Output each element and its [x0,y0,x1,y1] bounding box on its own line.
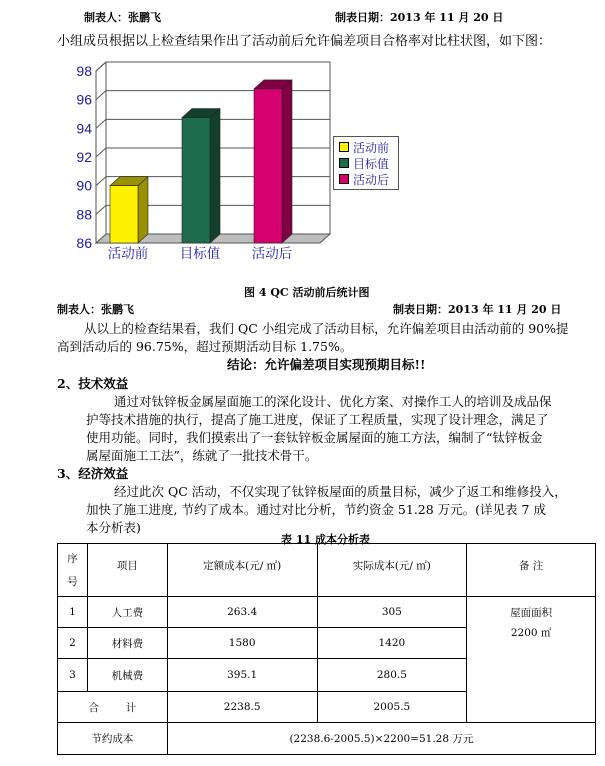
paragraph-line: 使用功能。同时，我们摸索出了一套钛锌板金属屋面的施工方法，编制了“钛锌板金 [86,430,543,445]
y-tick-label: 96 [76,91,92,108]
cell-actual: 305 [317,597,467,628]
figure-caption: 图 4 QC 活动前后统计图 [244,286,370,299]
cell-actual: 1420 [317,628,467,659]
legend-swatch [339,174,349,184]
paragraph-line: 本分析表) [86,520,141,535]
cell-total-quota: 2238.5 [167,692,317,723]
note-line2: 2200 ㎡ [510,627,552,639]
bar-side [210,109,220,243]
paragraph-line: 从以上的检查结果看，我们 QC 小组完成了活动目标，允许偏差项目由活动前的 90%提 [84,321,569,336]
bar [110,177,148,243]
paragraph-line: 护等技术措施的执行，提高了施工进度，保证了工程质量，实现了设计理念，满足了 [86,412,549,427]
cell-quota: 395.1 [167,659,317,692]
cell-item: 材料费 [87,628,167,659]
table-date-label: 制表日期：2013 年 11 月 20 日 [335,11,504,24]
header-note: 备 注 [467,544,596,597]
x-tick-label: 活动前 [107,246,149,262]
header-quota-cost: 定额成本(元/ ㎡) [167,544,317,597]
cell-item: 机械费 [87,659,167,692]
legend-label: 目标值 [353,156,390,171]
cell-saving-value: (2238.6-2005.5)×2200=51.28 万元 [167,723,595,755]
conclusion-text: 结论：允许偏差项目实现预期目标!! [227,357,426,372]
intro-paragraph: 小组成员根据以上检查结果作出了活动前后允许偏差项目合格率对比柱状图，如下图： [57,34,552,49]
bar [254,80,292,243]
header-actual-cost: 实际成本(元/ ㎡) [317,544,467,597]
gridline [96,177,106,186]
bar-side [282,80,292,243]
table-caption: 表 11 成本分析表 [281,533,370,546]
header-no-line1: 序 [67,553,78,565]
table-row [58,597,596,628]
cell-no: 3 [58,659,88,692]
table-saving-row [58,723,596,755]
x-tick-label: 活动后 [251,246,293,262]
table-date-label: 制表日期：2013 年 11 月 20 日 [393,303,562,316]
bar-front [182,118,210,243]
y-tick-label: 94 [76,120,92,137]
gridline [96,119,106,128]
cell-total-label: 合 计 [58,692,168,723]
table-maker-label: 制表人：张鹏飞 [84,11,161,24]
gridline [96,62,106,71]
cell-note [467,597,596,723]
y-tick-label: 90 [76,177,92,194]
legend-item [339,172,389,186]
cell-no: 1 [58,597,88,628]
gridline [96,205,106,214]
table-maker-label: 制表人：张鹏飞 [57,303,134,316]
cell-item: 人工费 [87,597,167,628]
x-tick-label: 目标值 [179,246,221,262]
y-tick-label: 88 [76,206,92,223]
bar-chart [72,54,342,264]
legend-label: 活动前 [353,140,390,155]
note-line1: 屋面面积 [510,607,553,619]
paragraph-line: 高到活动后的 96.75%，超过预期活动目标 1.75%。 [57,339,353,354]
header-no-line2: 号 [67,576,78,588]
y-tick-label: 86 [76,235,92,251]
bar-side [138,177,148,243]
cell-actual: 280.5 [317,659,467,692]
bar-front [110,186,138,243]
paragraph-line: 通过对钛锌板金属屋面施工的深化设计、优化方案、对操作工人的培训及成品保 [114,394,552,409]
paragraph-line: 经过此次 QC 活动，不仅实现了钛锌板屋面的质量目标，减少了返工和维修投入， [114,484,567,499]
cell-quota: 263.4 [167,597,317,628]
cell-saving-label: 节约成本 [58,723,168,755]
bar-front [254,89,282,243]
legend-item [339,140,389,154]
cell-no: 2 [58,628,88,659]
legend-swatch [339,142,349,152]
legend-swatch [339,158,349,168]
y-tick-label: 92 [76,149,92,165]
section-heading: 2、技术效益 [57,376,129,391]
legend-item [339,156,389,170]
chart-legend [333,136,399,190]
header-no [58,544,88,597]
header-item: 项目 [87,544,167,597]
section-heading: 3、经济效益 [57,466,129,481]
cost-analysis-table [57,543,596,755]
cell-quota: 1580 [167,628,317,659]
bar [182,109,220,243]
gridline [96,91,106,100]
paragraph-line: 属屋面施工工法”，练就了一批技术骨干。 [86,448,318,463]
legend-label: 活动后 [353,172,390,187]
table-header-row [58,544,596,597]
y-tick-label: 98 [76,63,92,79]
cell-total-actual: 2005.5 [317,692,467,723]
paragraph-line: 加快了施工进度, 节约了成本。通过对比分析，节约资金 51.28 万元。(详见表 7 成 [86,502,546,517]
gridline [96,148,106,157]
